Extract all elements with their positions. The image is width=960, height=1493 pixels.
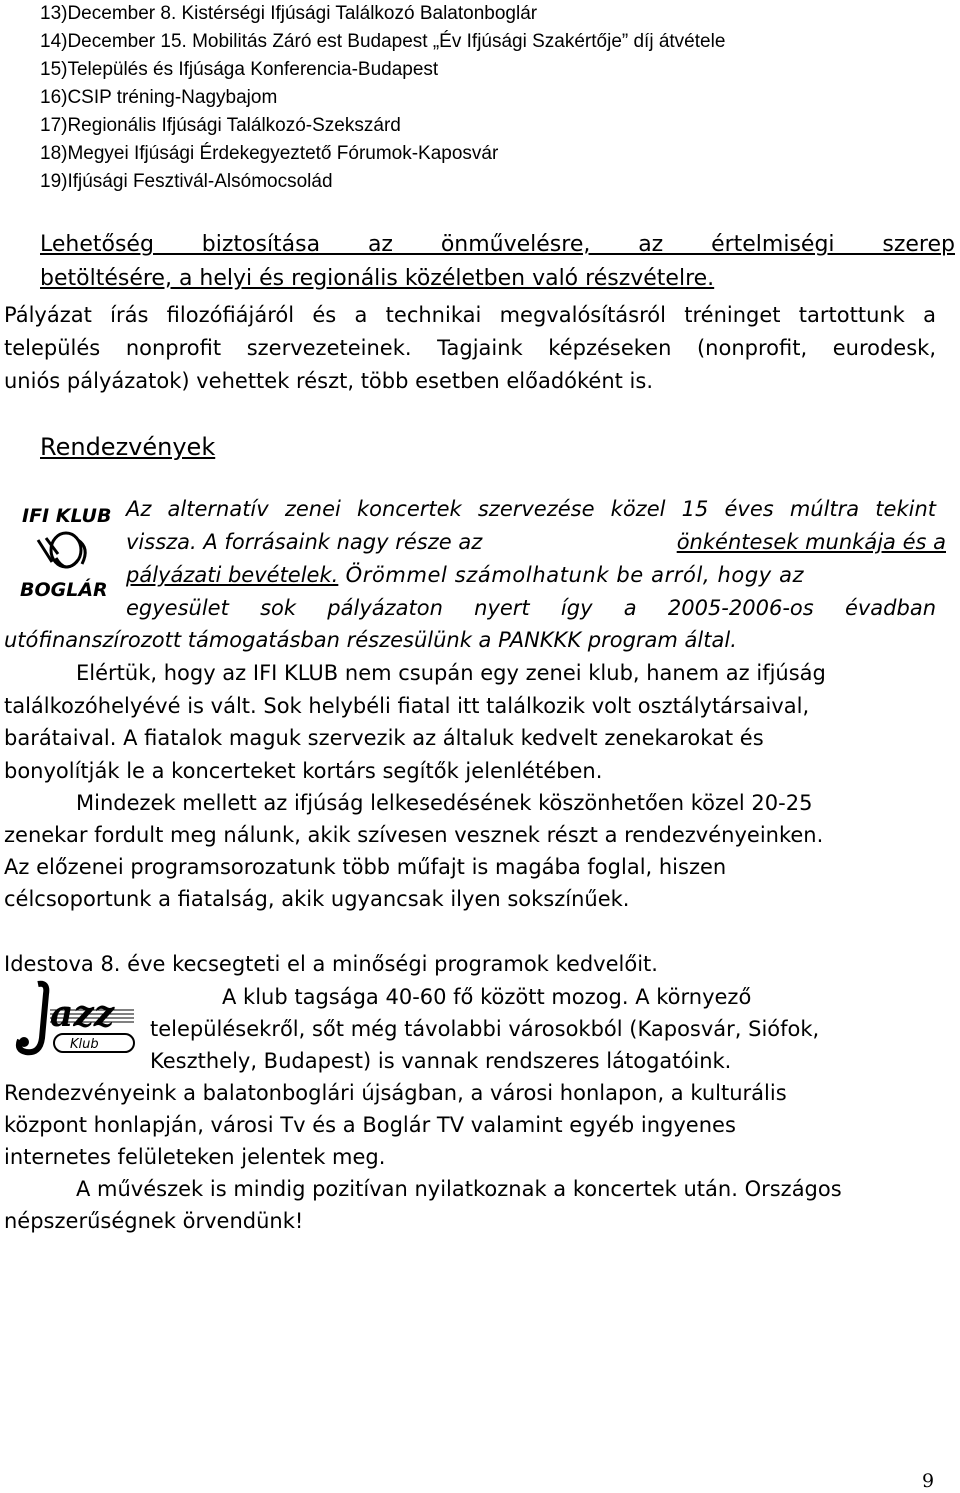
- jazz-klub-logo: [14, 980, 139, 1060]
- svg-text:BOGLÁR: BOGLÁR: [20, 579, 108, 601]
- text-span: vissza. A forrásaink nagy része az: [126, 530, 483, 554]
- paragraph-line: település nonprofit szervezeteinek. Tagjaink képzéseken (nonprofit, eurodesk,: [4, 336, 936, 360]
- paragraph-line: [126, 563, 936, 587]
- paragraph-line: A művészek is mindig pozitívan nyilatkoznak a koncertek után. Országos: [76, 1177, 842, 1201]
- event-list-item: 19)Ifjúsági Fesztivál-Alsómocsolád: [40, 171, 333, 192]
- paragraph-line: barátaival. A fiatalok maguk szervezik az általuk kedvelt zenekarokat és: [4, 726, 764, 750]
- paragraph-line: népszerűségnek örvendünk!: [4, 1209, 304, 1233]
- paragraph-line: célcsoportunk a fiatalság, akik ugyancsak ilyen sokszínűek.: [4, 887, 630, 911]
- paragraph-line: Idestova 8. éve kecsegteti el a minőségi programok kedvelőit.: [4, 952, 658, 976]
- text-span: Örömmel számolhatunk be arról, hogy az: [338, 563, 805, 587]
- paragraph-line: zenekar fordult meg nálunk, akik szívesen vesznek részt a rendezvényeinken.: [4, 823, 824, 847]
- text-span-underlined: pályázati bevételek.: [126, 563, 339, 587]
- paragraph-line: Mindezek mellett az ifjúság lelkesedésének köszönhetően közel 20-25: [76, 791, 813, 815]
- ifi-klub-logo: [18, 500, 113, 605]
- paragraph-line: egyesület sok pályázaton nyert így a 2005-2006-os évadban: [126, 596, 936, 620]
- svg-text:IFI KLUB: IFI KLUB: [22, 505, 112, 527]
- paragraph-line: utófinanszírozott támogatásban részesülünk a PANKKK program által.: [4, 628, 737, 652]
- paragraph-line: bonyolítják le a koncerteket kortárs segítők jelenlétében.: [4, 759, 603, 783]
- paragraph-line: uniós pályázatok) vehettek részt, több esetben előadóként is.: [4, 369, 654, 393]
- section-heading-development-cont: betöltésére, a helyi és regionális közéletben való részvételre.: [40, 266, 715, 291]
- paragraph-line: településekről, sőt még távolabbi városokból (Kaposvár, Siófok,: [150, 1017, 820, 1041]
- event-list-item: 16)CSIP tréning-Nagybajom: [40, 87, 278, 108]
- paragraph-line: Keszthely, Budapest) is vannak rendszeres látogatóink.: [150, 1049, 732, 1073]
- section-heading-development: Lehetőség biztosítása az önművelésre, az értelmiségi szerep: [40, 232, 955, 257]
- section-heading-events: Rendezvények: [40, 433, 216, 461]
- event-list-item: 14)December 15. Mobilitás Záró est Budapest „Év Ifjúsági Szakértője” díj átvétele: [40, 31, 726, 52]
- paragraph-line: Az alternatív zenei koncertek szervezése közel 15 éves múltra tekint: [126, 497, 936, 521]
- svg-text:Klub: Klub: [70, 1037, 99, 1052]
- paragraph-line: találkozóhelyévé is vált. Sok helybéli fiatal itt találkozik volt osztálytársaival,: [4, 694, 810, 718]
- event-list-item: 15)Település és Ifjúsága Konferencia-Budapest: [40, 59, 439, 80]
- event-list-item: 18)Megyei Ifjúsági Érdekegyeztető Fórumok-Kaposvár: [40, 143, 499, 164]
- page-number: 9: [922, 1470, 935, 1492]
- paragraph-line: internetes felületeken jelentek meg.: [4, 1145, 386, 1169]
- paragraph-line: A klub tagsága 40-60 fő között mozog. A környező: [222, 985, 752, 1009]
- paragraph-line: Elértük, hogy az IFI KLUB nem csupán egy zenei klub, hanem az ifjúság: [76, 661, 826, 685]
- event-list-item: 13)December 8. Kistérségi Ifjúsági Találkozó Balatonboglár: [40, 3, 538, 24]
- svg-text:azz: azz: [50, 993, 115, 1035]
- paragraph-line: központ honlapján, városi Tv és a Boglár TV valamint egyéb ingyenes: [4, 1113, 736, 1137]
- paragraph-line: Az előzenei programsorozatunk több műfajt is magába foglal, hiszen: [4, 855, 727, 879]
- text-span-underlined: önkéntesek munkája és a: [676, 530, 946, 554]
- paragraph-line: Rendezvényeink a balatonboglári újságban, a városi honlapon, a kulturális: [4, 1081, 787, 1105]
- event-list-item: 17)Regionális Ifjúsági Találkozó-Szekszárd: [40, 115, 401, 136]
- paragraph-line: [126, 530, 946, 554]
- paragraph-line: Pályázat írás filozófiájáról és a technikai megvalósításról tréninget tartottunk a: [4, 303, 936, 327]
